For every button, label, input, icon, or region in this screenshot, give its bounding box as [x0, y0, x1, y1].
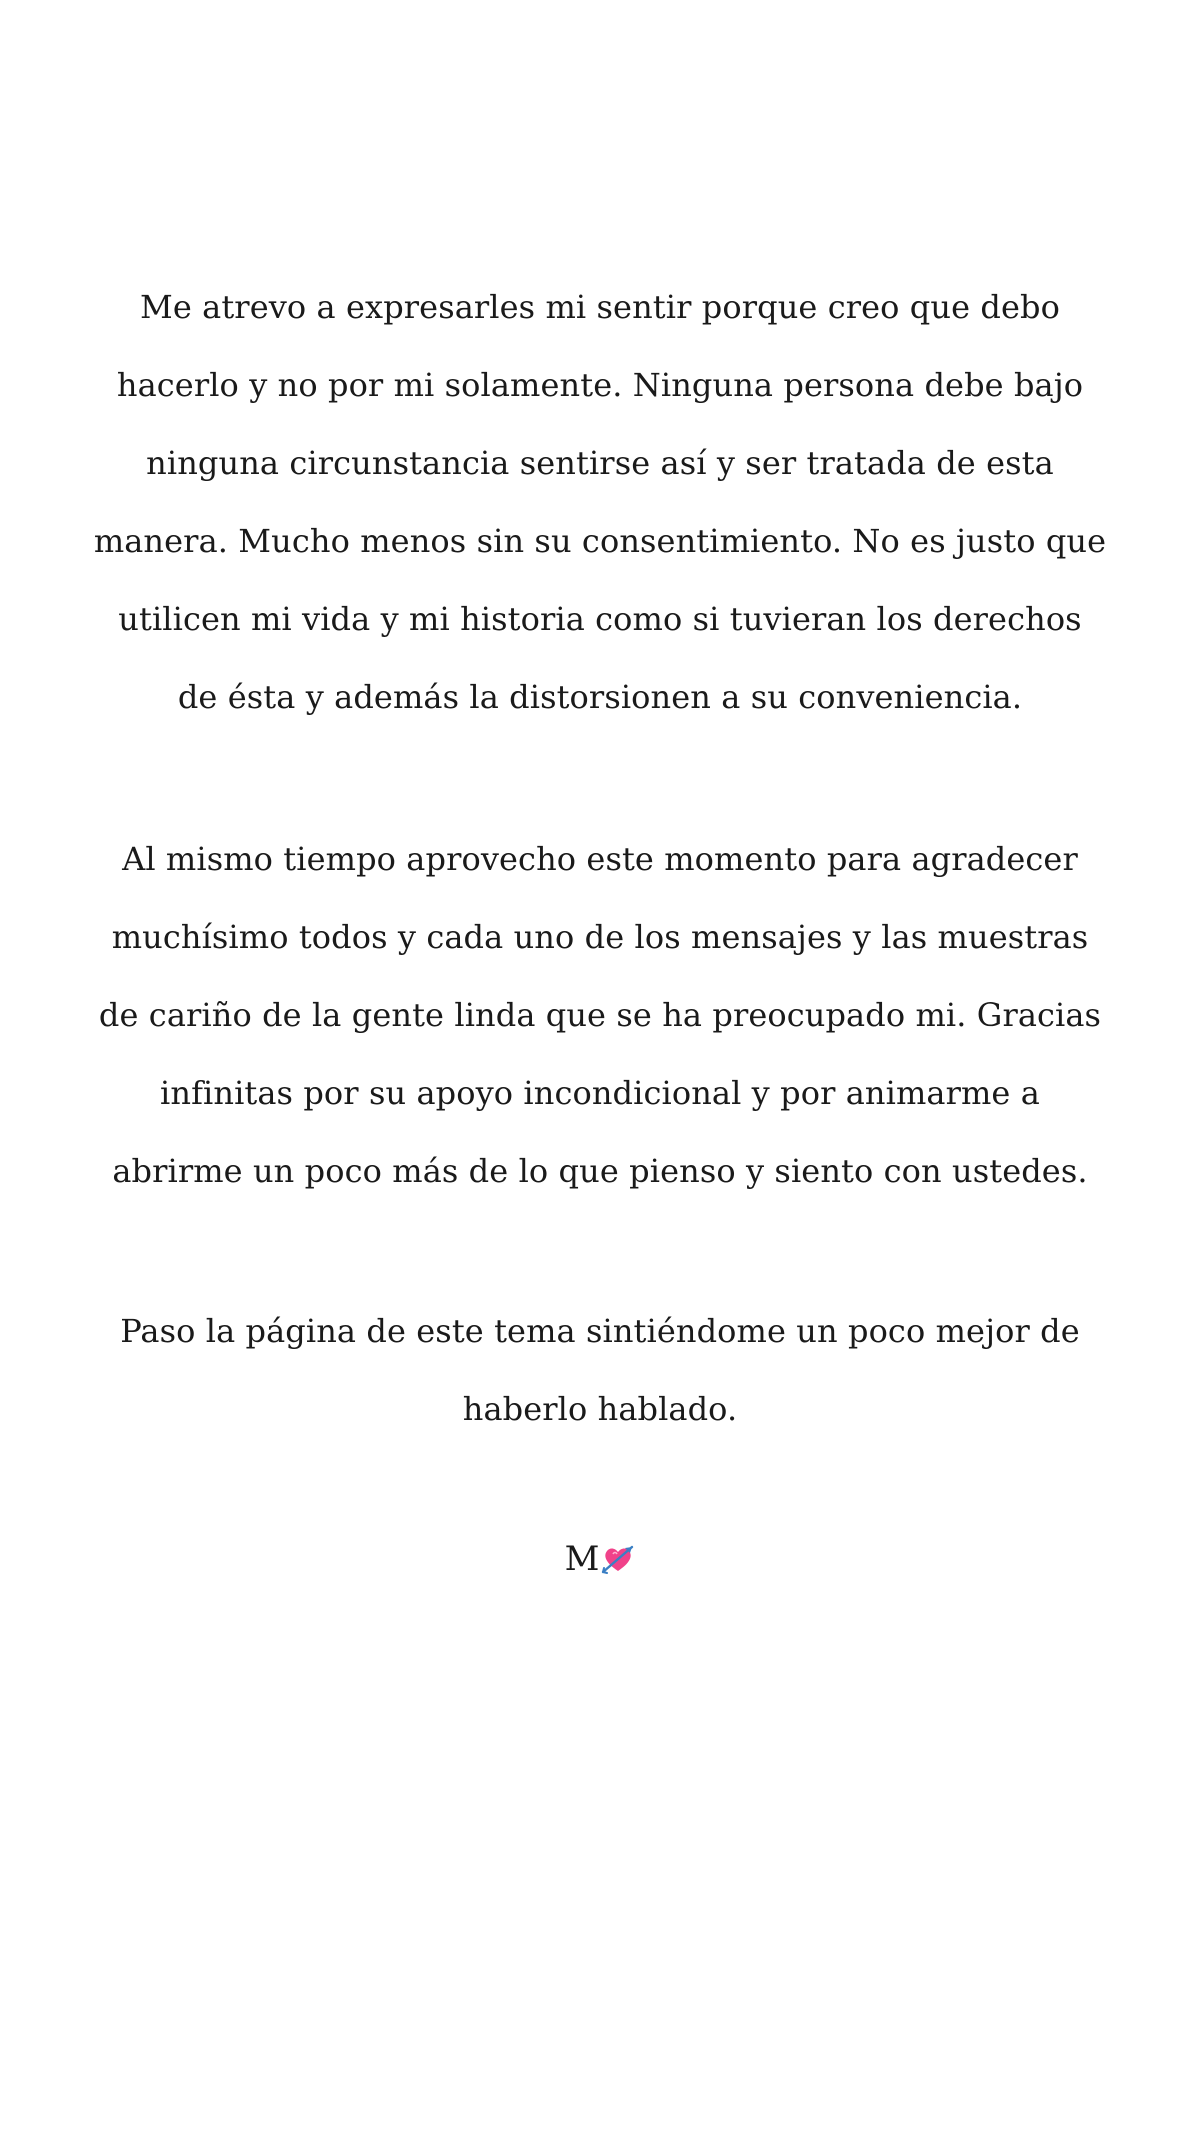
text-line: abrirme un poco más de lo que pienso y siento con ustedes.	[112, 1152, 1088, 1190]
text-line: Al mismo tiempo aprovecho este momento para agradecer	[122, 840, 1078, 878]
text-line: de cariño de la gente linda que se ha preocupado mi. Gracias	[98, 996, 1102, 1034]
text-line: haberlo hablado.	[462, 1390, 738, 1428]
text-line: Me atrevo a expresarles mi sentir porque creo que debo	[140, 288, 1060, 326]
paragraph-1	[0, 268, 1200, 736]
text-line: utilicen mi vida y mi historia como si tuvieran los derechos	[118, 600, 1082, 638]
text-line: hacerlo y no por mi solamente. Ninguna persona debe bajo	[116, 366, 1084, 404]
text-line: manera. Mucho menos sin su consentimiento. No es justo que	[93, 522, 1107, 560]
paragraph-2	[0, 820, 1200, 1210]
text-line: ninguna circunstancia sentirse así y ser tratada de esta	[146, 444, 1054, 482]
signature-initial: M	[564, 1539, 600, 1579]
text-line: Paso la página de este tema sintiéndome un poco mejor de	[120, 1312, 1080, 1350]
paragraph-3	[0, 1292, 1200, 1448]
text-line: de ésta y además la distorsionen a su conveniencia.	[177, 678, 1023, 716]
text-line: muchísimo todos y cada uno de los mensajes y las muestras	[111, 918, 1089, 956]
text-line: infinitas por su apoyo incondicional y por animarme a	[160, 1074, 1040, 1112]
signature	[0, 1520, 1200, 1598]
heart-with-arrow-icon	[601, 1526, 635, 1560]
